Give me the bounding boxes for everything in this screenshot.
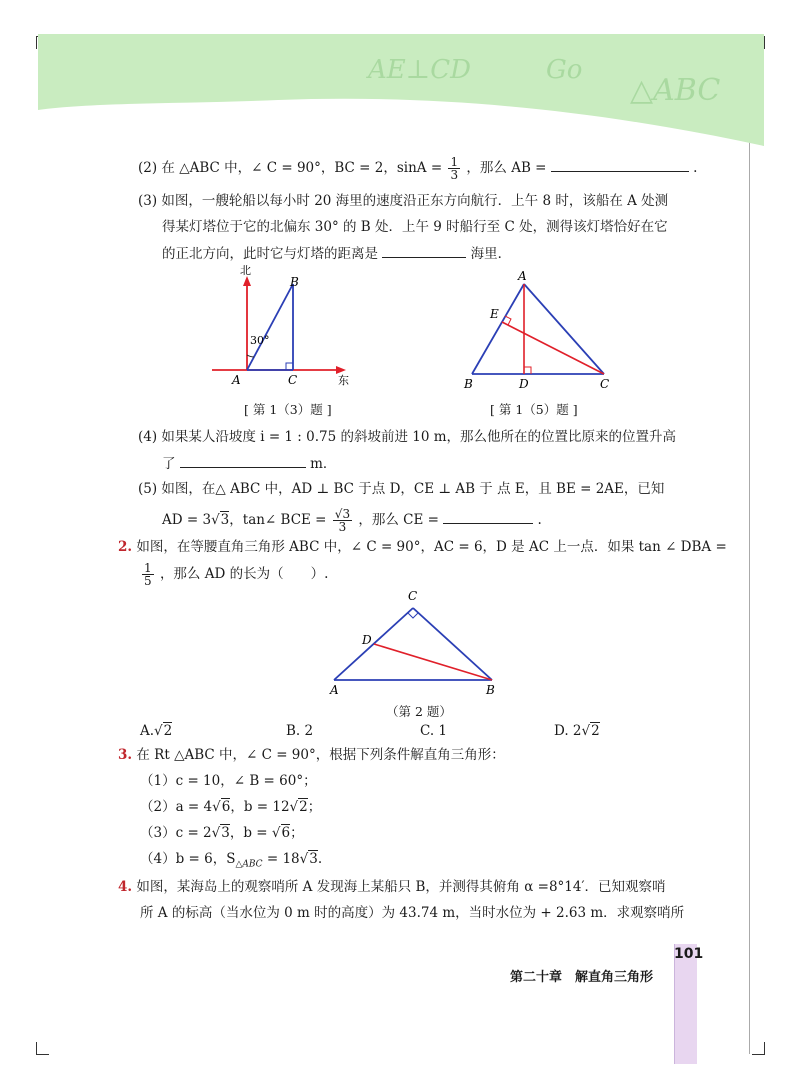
figure-1-3: [200, 262, 360, 392]
chapter-title: 第二十章 解直角三角形: [510, 970, 654, 985]
east-arrow: [336, 366, 346, 374]
segment-AC: [524, 284, 604, 374]
header-banner: [38, 34, 764, 152]
q2-line1: 2. 如图，在等腰直角三角形 ABC 中，∠ C = 90°，AC = 6，D 是 AC 上一点．如果 tan ∠ DBA =: [118, 539, 727, 555]
label-C: C: [600, 377, 610, 391]
q1-part5-answer-blank[interactable]: [443, 508, 533, 524]
label-C: C: [288, 373, 298, 387]
q1-part4-line1: (4) 如果某人沿坡度 i = 1 : 0.75 的斜坡前进 10 m，那么他所在的位置比原来的位置升高: [138, 429, 677, 445]
label-A: A: [330, 683, 339, 697]
segment-BC: [413, 608, 492, 680]
q2-number: 2.: [118, 539, 133, 555]
q1-part5-line2: AD = 3√3，tan∠ BCE = $\frac{√3}{3}$ ，那么 CE = .: [162, 507, 542, 534]
q1-part2-pre: (2) 在 △ABC 中，∠ C = 90°，BC = 2，sinA =: [138, 160, 443, 176]
banner-text-2: Go: [546, 55, 583, 85]
q3-number: 3.: [118, 747, 133, 763]
north-arrow: [243, 276, 251, 286]
segment-CE: [502, 322, 604, 374]
q2-option-c[interactable]: C. 1: [420, 723, 448, 739]
q3-item3: （3）c = 2√3，b = √6；: [140, 825, 304, 841]
banner-text-1: AE⊥CD: [368, 55, 471, 85]
label-A: A: [518, 269, 527, 283]
label-D: D: [519, 377, 529, 391]
q4-line1: 4. 如图，某海岛上的观察哨所 A 发现海上某船只 B，并测得其俯角 α =8°14′．已知观察哨: [118, 879, 666, 895]
q1-part2: (2) 在 △ABC 中，∠ C = 90°，BC = 2，sinA = $\frac{1}{3}$ ，那么 AB = .: [138, 155, 698, 182]
page-number: 101: [674, 946, 704, 962]
q1-part4-line2: 了 m．: [162, 452, 336, 475]
segment-BD: [374, 644, 492, 680]
right-angle-C: [286, 363, 293, 370]
q1-part2-fraction: $\frac{1}{3}$: [450, 155, 459, 182]
q4-line2: 所 A 的标高（当水位为 0 m 时的高度）为 43.74 m，当时水位为 + 2.63 m．求观察哨所: [140, 905, 685, 921]
label-B: B: [290, 275, 299, 289]
caption-figure-2: （第 2 题）: [386, 704, 452, 719]
right-angle-C: [408, 613, 418, 618]
q1-part2-answer-blank[interactable]: [551, 156, 689, 172]
crop-mark-bottom-left: [36, 1042, 49, 1055]
q1-part5-fraction: $\frac{√3}{3}$: [334, 507, 351, 534]
q3-item1: （1）c = 10，∠ B = 60°；: [140, 773, 317, 789]
q2-option-b[interactable]: B. 2: [286, 723, 314, 739]
q2-option-a[interactable]: A.√2: [140, 723, 173, 739]
label-east: 东: [338, 374, 349, 387]
q1-part3-answer-blank[interactable]: [382, 242, 466, 258]
q1-part3-line3: 的正北方向，此时它与灯塔的距离是 海里．: [162, 242, 511, 265]
crop-mark-bottom-right: [752, 1042, 765, 1055]
q3-item2: （2）a = 4√6，b = 12√2；: [140, 799, 322, 815]
banner-text-3: △ABC: [630, 73, 721, 108]
label-C: C: [408, 589, 418, 603]
label-north: 北: [240, 264, 251, 277]
q3-item4: （4）b = 6，$S_{\triangle ABC} = 18√3$.: [140, 851, 323, 870]
q2-option-d[interactable]: D. 2√2: [554, 723, 600, 739]
right-angle-D: [524, 367, 531, 374]
q2-fraction: $\frac{1}{5}$: [144, 561, 152, 588]
figure-1-5: [460, 266, 620, 392]
segment-AC: [334, 608, 413, 680]
q1-part3-line1: (3) 如图，一艘轮船以每小时 20 海里的速度沿正东方向航行．上午 8 时，该船在 A 处测: [138, 193, 669, 209]
margin-line: [749, 44, 750, 1054]
caption-figure-1-3: [ 第 1（3）题 ]: [244, 402, 332, 417]
label-E: E: [490, 307, 499, 321]
q1-part2-post: ，那么 AB =: [466, 160, 547, 176]
label-D: D: [362, 633, 372, 647]
label-A: A: [232, 373, 241, 387]
angle-arc: [247, 355, 254, 357]
label-angle: 30°: [250, 334, 270, 347]
caption-figure-1-5: [ 第 1（5）题 ]: [490, 402, 578, 417]
q1-part4-answer-blank[interactable]: [180, 452, 306, 468]
q3-stem: 3. 在 Rt △ABC 中，∠ C = 90°，根据下列条件解直角三角形：: [118, 747, 505, 763]
label-B: B: [486, 683, 495, 697]
q4-number: 4.: [118, 879, 133, 895]
label-B: B: [464, 377, 473, 391]
page-tab: [674, 944, 704, 1064]
q1-part5-line1: (5) 如图，在△ ABC 中，AD ⊥ BC 于点 D，CE ⊥ AB 于 点 E，且 BE = 2AE，已知: [138, 481, 665, 497]
q2-line2: $\frac{1}{5}$ ，那么 AD 的长为（ ）.: [144, 561, 329, 588]
figure-2: [320, 586, 510, 698]
q1-part3-line2: 得某灯塔位于它的北偏东 30° 的 B 处．上午 9 时船行至 C 处，测得该灯塔恰好在它: [162, 219, 668, 235]
